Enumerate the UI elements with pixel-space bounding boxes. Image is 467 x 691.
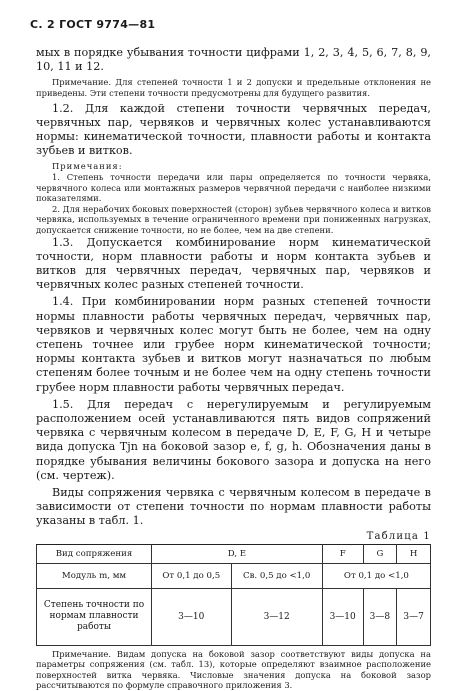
cell-modul-range-2: Св. 0,5 до <1,0: [231, 563, 322, 588]
row-head-stepen: Степень точности по нормам плавности работы: [37, 588, 152, 645]
cell-value-1: 3—10: [152, 588, 232, 645]
cell-modul-range-3: От 0,1 до <1,0: [322, 563, 430, 588]
row-head-modul: Модуль m, мм: [37, 563, 152, 588]
note-1: Примечание. Для степеней точности 1 и 2 допуски и предельные отклонения не приведены. Эти степени точности предусмотрены для будущего развития.: [36, 77, 431, 98]
paragraph-vidy: Виды сопряжения червяка с червячным колесом в передаче в зависимости от степени точности по нормам плавности работы указаны в табл. 1.: [36, 486, 431, 528]
header-f: F: [322, 544, 363, 563]
table-1: [36, 544, 431, 646]
page-header: С. 2 ГОСТ 9774—81: [30, 18, 156, 31]
header-g: G: [363, 544, 397, 563]
paragraph-1-3: 1.3. Допускается комбинирование норм кинематической точности, норм плавности работы и норм контакта зубьев и витков для червячных передач, червячных пар, червяков и червячных колес разных степеней точности.: [36, 235, 431, 292]
table-caption: Таблица 1: [366, 530, 431, 542]
paragraph-1-2: 1.2. Для каждой степени точности червячных передач, червячных пар, червяков и червячных колес устанавливаются нормы: кинематической точности, плавности работы и контакта зубьев и витков.: [36, 101, 431, 158]
notes-title: Примечания:: [52, 161, 123, 172]
note-item-1: 1. Степень точности передачи или пары определяется по точности червяка, червячного колеса или монтажных размеров червячной передачи с наиболее низкими показателями.: [36, 172, 431, 204]
cell-modul-range-1: От 0,1 до 0,5: [152, 563, 232, 588]
cell-value-2: 3—12: [231, 588, 322, 645]
cell-value-4: 3—8: [363, 588, 397, 645]
paragraph-1-5: 1.5. Для передач с нерегулируемым и регулируемым расположением осей устанавливаются пять видов сопряжений червяка с червячным колесом в передаче D, E, F, G, H и четыре вида допуска Tjn на боковой зазор e, f, g, h. Обозначения даны в порядке убывания величины бокового зазора и допуска на него (см. чертеж).: [36, 397, 431, 482]
note-final: Примечание. Видам допуска на боковой зазор соответствуют виды допуска на параметры сопряжения (см. табл. 13), которые определяют взаимное расположение поверхностей витка червяка. Числовые значения допуска на боковой зазор рассчитываются по формуле справочного приложения 3.: [36, 648, 431, 691]
header-h: H: [397, 544, 431, 563]
paragraph-1-4: 1.4. При комбинировании норм разных степеней точности нормы плавности работы червячных передач, червячных пар, червяков и червячных колес могут быть не более, чем на одну степень точнее или грубее норм кинематической точности; нормы контакта зубьев и витков могут назначаться по любым степеням более точным и не более чем на одну степень точности грубее норм плавности работы червячных передач.: [36, 295, 431, 394]
note-item-2: 2. Для нерабочих боковых поверхностей (сторон) зубьев червячного колеса и витков червяка, используемых в течение ограниченного времени при пониженных нагрузках, допускается снижение точности, но не более, чем на две степени.: [36, 203, 432, 235]
paragraph-continuation: мых в порядке убывания точности цифрами 1, 2, 3, 4, 5, 6, 7, 8, 9, 10, 11 и 12.: [36, 46, 431, 74]
header-de: D, E: [152, 544, 323, 563]
header-vid-sopryazheniya: Вид сопряжения: [37, 544, 152, 563]
cell-value-3: 3—10: [322, 588, 363, 645]
cell-value-5: 3—7: [397, 588, 431, 645]
document-body: [36, 46, 431, 691]
